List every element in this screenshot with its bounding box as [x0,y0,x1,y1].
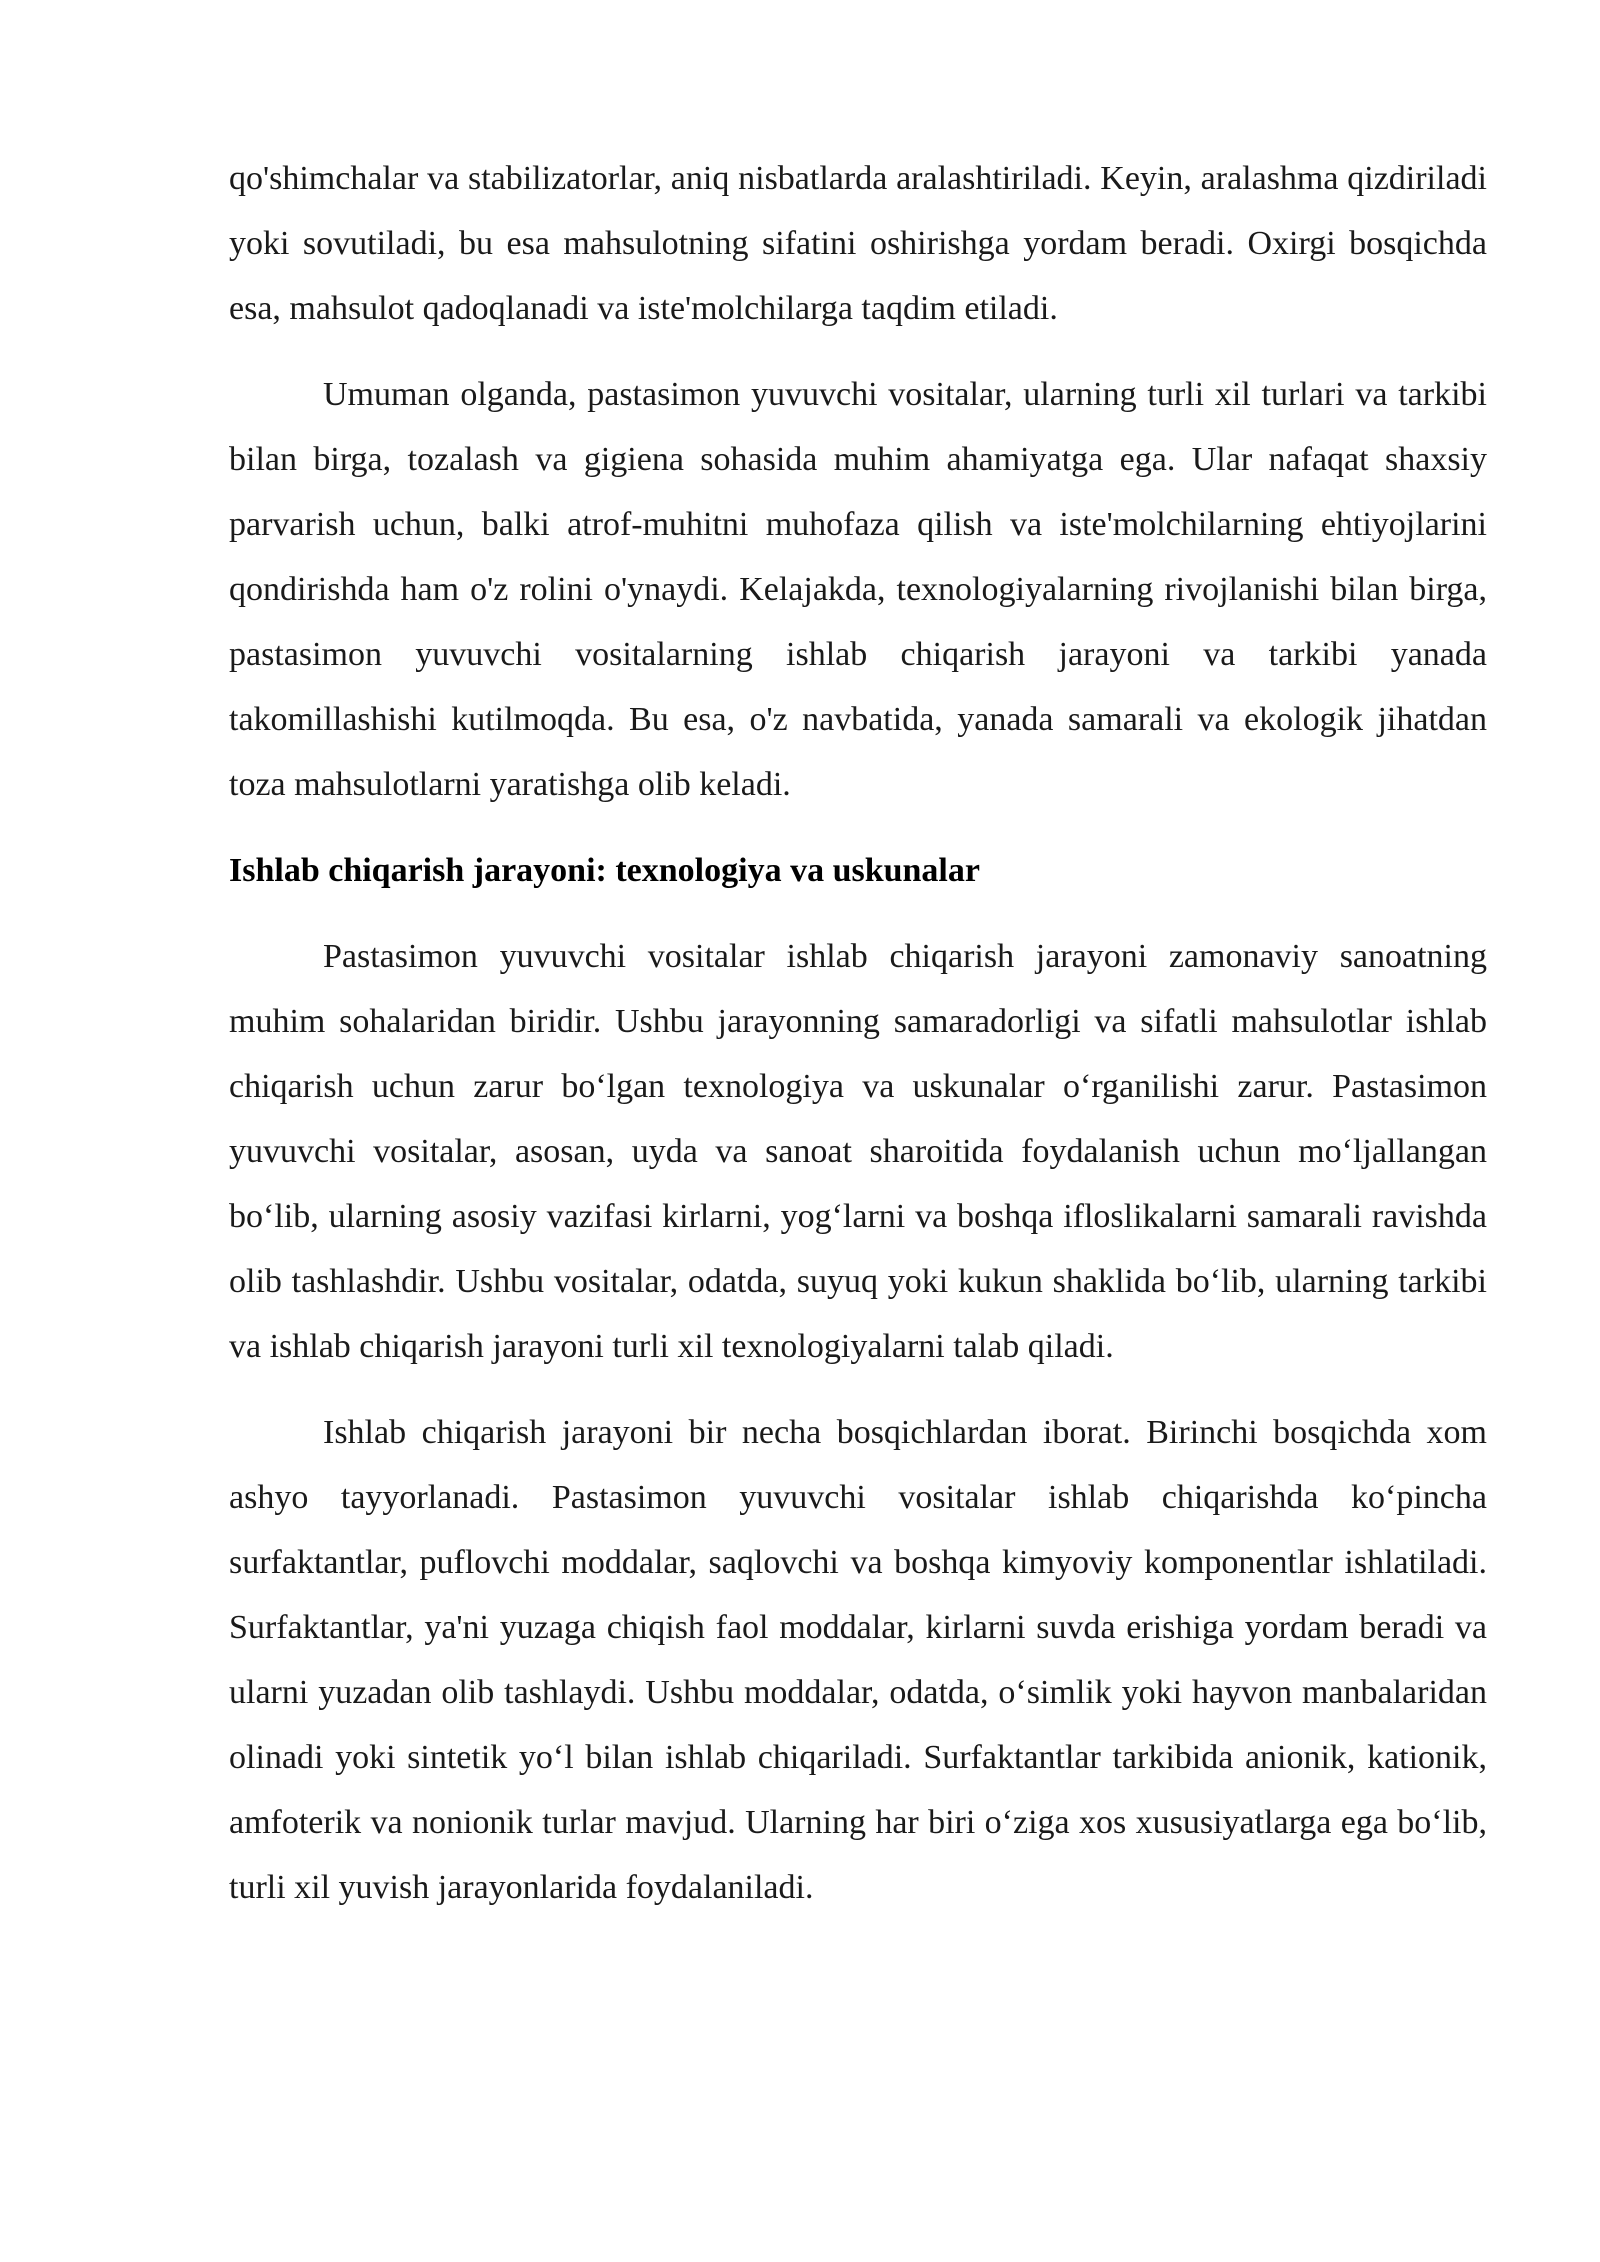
section-heading: Ishlab chiqarish jarayoni: texnologiya va uskunalar [229,852,980,889]
paragraph-section-intro: Pastasimon yuvuvchi vositalar ishlab chiqarish jarayoni zamonaviy sanoatning muhim sohalaridan biridir. Ushbu jarayonning samaradorligi va sifatli mahsulotlar ishlab chiqarish uchun zarur bo‘lgan texnologiya va uskunalar o‘rganilishi zarur. Pastasimon yuvuvchi vositalar, asosan, uyda va sanoat sharoitida foydalanish uchun mo‘ljallangan bo‘lib, ularning asosiy vazifasi kirlarni, yog‘larni va boshqa ifloslikalarni samarali ravishda olib tashlashdir. Ushbu vositalar, odatda, suyuq yoki kukun shaklida bo‘lib, ularning tarkibi va ishlab chiqarish jarayoni turli xil texnologiyalarni talab qiladi. [229,938,1487,1365]
paragraph-summary: Umuman olganda, pastasimon yuvuvchi vositalar, ularning turli xil turlari va tarkibi bilan birga, tozalash va gigiena sohasida muhim ahamiyatga ega. Ular nafaqat shaxsiy parvarish uchun, balki atrof-muhitni muhofaza qilish va iste'molchilarning ehtiyojlarini qondirishda ham o'z rolini o'ynaydi. Kelajakda, texnologiyalarning rivojlanishi bilan birga, pastasimon yuvuvchi vositalarning ishlab chiqarish jarayoni va tarkibi yanada takomillashishi kutilmoqda. Bu esa, o'z navbatida, yanada samarali va ekologik jihatdan toza mahsulotlarni yaratishga olib keladi. [229,376,1487,803]
paragraph-section-stages: Ishlab chiqarish jarayoni bir necha bosqichlardan iborat. Birinchi bosqichda xom ashyo tayyorlanadi. Pastasimon yuvuvchi vositalar ishlab chiqarishda ko‘pincha surfaktantlar, puflovchi moddalar, saqlovchi va boshqa kimyoviy komponentlar ishlatiladi. Surfaktantlar, ya'ni yuzaga chiqish faol moddalar, kirlarni suvda erishiga yordam beradi va ularni yuzadan olib tashlaydi. Ushbu moddalar, odatda, o‘simlik yoki hayvon manbalaridan olinadi yoki sintetik yo‘l bilan ishlab chiqariladi. Surfaktantlar tarkibida anionik, kationik, amfoterik va nonionik turlar mavjud. Ularning har biri o‘ziga xos xususiyatlarga ega bo‘lib, turli xil yuvish jarayonlarida foydalaniladi. [229,1414,1487,1906]
document-body [229,146,1487,1920]
paragraph-continuation: qo'shimchalar va stabilizatorlar, aniq nisbatlarda aralashtiriladi. Keyin, aralashma qizdiriladi yoki sovutiladi, bu esa mahsulotning sifatini oshirishga yordam beradi. Oxirgi bosqichda esa, mahsulot qadoqlanadi va iste'molchilarga taqdim etiladi. [229,160,1487,327]
